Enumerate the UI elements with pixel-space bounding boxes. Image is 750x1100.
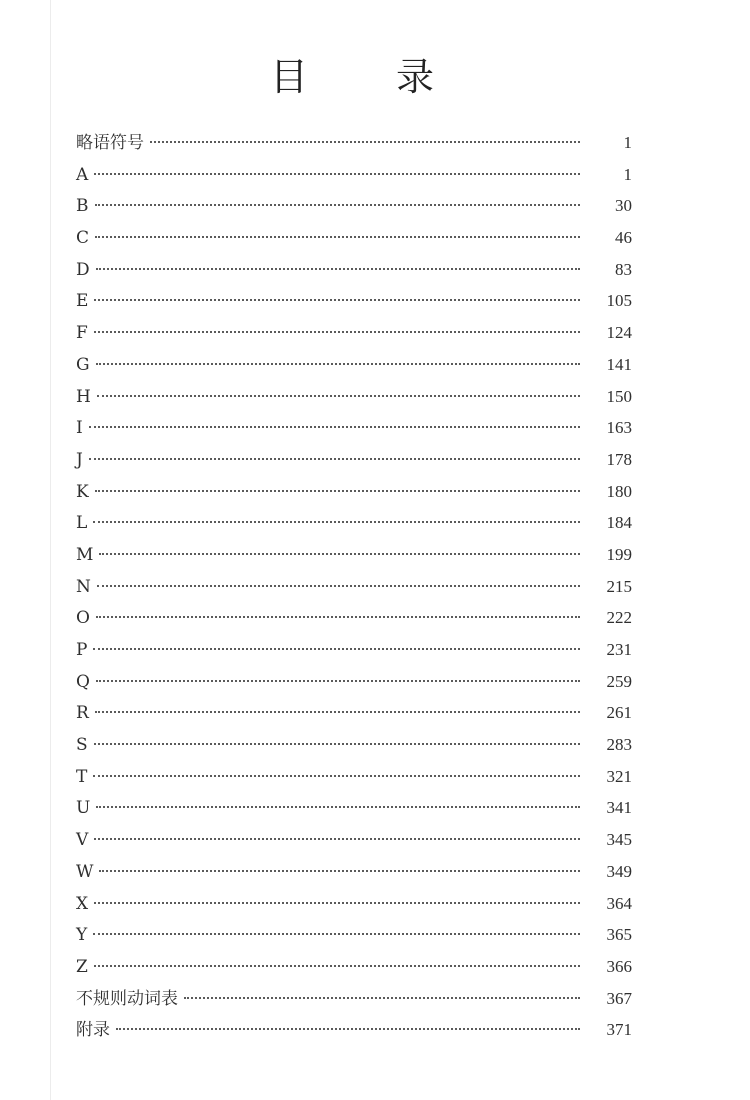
page-title-char-1: 目: [270, 55, 309, 99]
toc-entry-label: K: [76, 481, 89, 502]
toc-entry-label: U: [76, 798, 91, 819]
toc-entry[interactable]: [76, 856, 632, 888]
toc-entry-page-number: 178: [606, 449, 632, 469]
toc-entry-label: Y: [76, 925, 88, 946]
toc-entry-label: 不规则动词表: [76, 988, 178, 1009]
toc-entry-label: W: [76, 861, 94, 882]
toc-entry-label: H: [76, 386, 91, 407]
page-title: [0, 52, 750, 102]
dot-leader: [96, 680, 580, 682]
dot-leader: [93, 648, 580, 650]
dot-leader: [94, 299, 580, 301]
toc-entry[interactable]: [76, 127, 632, 159]
toc-entry[interactable]: [76, 476, 632, 508]
toc-entry[interactable]: [76, 602, 632, 634]
toc-entry-page-number: 261: [606, 703, 632, 723]
toc-entry-page-number: 283: [606, 735, 632, 755]
toc-entry[interactable]: [76, 761, 632, 793]
toc-entry-label: 略语符号: [76, 133, 144, 153]
dot-leader: [89, 458, 580, 460]
toc-entry-label: O: [76, 608, 90, 629]
toc-entry[interactable]: [76, 919, 632, 951]
toc-entry[interactable]: [76, 412, 632, 444]
toc-entry[interactable]: [76, 792, 632, 824]
table-of-contents: [76, 127, 632, 1046]
toc-entry-page-number: 321: [606, 766, 632, 786]
toc-entry-page-number: 141: [606, 354, 632, 374]
toc-entry-page-number: 349: [606, 861, 632, 881]
dot-leader: [99, 553, 580, 555]
dot-leader: [94, 331, 580, 333]
toc-entry-page-number: 341: [606, 798, 632, 818]
page-title-char-2: 录: [396, 55, 435, 99]
toc-entry[interactable]: [76, 983, 632, 1015]
toc-entry-page-number: 215: [606, 576, 632, 596]
toc-entry-label: P: [76, 640, 88, 660]
toc-entry-label: V: [76, 830, 89, 851]
toc-entry-label: Q: [76, 671, 90, 692]
dot-leader: [94, 965, 580, 967]
toc-entry-page-number: 365: [606, 925, 632, 945]
dot-leader: [93, 933, 580, 935]
toc-entry-label: M: [76, 544, 94, 565]
toc-entry-label: D: [76, 259, 90, 280]
toc-entry-label: I: [76, 418, 83, 439]
toc-entry[interactable]: [76, 381, 632, 413]
toc-entry[interactable]: [76, 634, 632, 666]
dot-leader: [97, 585, 580, 587]
toc-entry-label: E: [76, 291, 89, 312]
toc-entry[interactable]: [76, 571, 632, 603]
toc-entry-label: F: [76, 323, 88, 344]
dot-leader: [96, 806, 580, 808]
toc-entry[interactable]: [76, 539, 632, 571]
toc-entry-page-number: 83: [615, 259, 632, 279]
toc-entry[interactable]: [76, 1014, 632, 1046]
toc-entry-page-number: 1: [623, 164, 632, 184]
toc-entry-label: J: [76, 449, 83, 470]
toc-entry-page-number: 345: [606, 830, 632, 850]
toc-entry-label: N: [76, 576, 91, 597]
toc-entry-label: R: [76, 703, 89, 724]
toc-entry-page-number: 163: [606, 418, 632, 438]
dot-leader: [94, 743, 580, 745]
toc-entry[interactable]: [76, 317, 632, 349]
toc-entry-label: G: [76, 354, 90, 375]
toc-entry-page-number: 30: [615, 196, 632, 216]
toc-entry[interactable]: [76, 888, 632, 920]
dot-leader: [95, 490, 580, 492]
toc-entry[interactable]: [76, 507, 632, 539]
toc-entry-page-number: 222: [606, 608, 632, 628]
toc-entry-page-number: 259: [606, 671, 632, 691]
dot-leader: [99, 870, 580, 872]
toc-entry-label: S: [76, 735, 88, 756]
toc-entry[interactable]: [76, 824, 632, 856]
toc-entry-label: Z: [76, 956, 88, 977]
dot-leader: [97, 395, 580, 397]
toc-entry-page-number: 231: [606, 640, 632, 659]
dot-leader: [96, 363, 580, 365]
toc-entry-page-number: 367: [606, 988, 632, 1008]
dot-leader: [150, 141, 580, 143]
toc-entry[interactable]: [76, 697, 632, 729]
toc-entry-label: L: [76, 513, 88, 534]
dot-leader: [93, 521, 580, 523]
dot-leader: [93, 775, 580, 777]
toc-entry-page-number: 105: [606, 291, 632, 311]
dot-leader: [94, 838, 580, 840]
toc-entry-page-number: 150: [606, 386, 632, 406]
toc-entry[interactable]: [76, 285, 632, 317]
toc-entry[interactable]: [76, 729, 632, 761]
toc-entry-label: X: [76, 893, 89, 914]
toc-entry[interactable]: [76, 444, 632, 476]
toc-entry-page-number: 371: [606, 1020, 632, 1040]
toc-entry-page-number: 46: [615, 228, 632, 248]
dot-leader: [89, 426, 580, 428]
toc-entry-page-number: 364: [606, 893, 632, 913]
binding-edge-line: [50, 0, 51, 1100]
dot-leader: [116, 1028, 580, 1030]
toc-entry[interactable]: [76, 254, 632, 286]
toc-entry-page-number: 366: [606, 956, 632, 976]
dot-leader: [95, 711, 580, 713]
dot-leader: [184, 997, 580, 999]
toc-entry[interactable]: [76, 222, 632, 254]
toc-entry-label: 附录: [76, 1020, 110, 1041]
toc-entry[interactable]: [76, 159, 632, 191]
toc-entry-label: B: [76, 196, 89, 217]
dot-leader: [96, 268, 580, 270]
dot-leader: [96, 616, 580, 618]
toc-entry[interactable]: [76, 190, 632, 222]
dot-leader: [95, 204, 581, 206]
toc-entry-label: T: [76, 766, 88, 787]
toc-entry-label: C: [76, 228, 90, 249]
dot-leader: [95, 236, 580, 238]
toc-entry-page-number: 124: [606, 323, 632, 343]
toc-entry-page-number: 184: [606, 513, 632, 533]
toc-entry-page-number: 1: [623, 133, 632, 152]
toc-entry[interactable]: [76, 951, 632, 983]
dot-leader: [94, 902, 580, 904]
toc-entry-page-number: 199: [606, 544, 632, 564]
toc-entry-page-number: 180: [606, 481, 632, 501]
dot-leader: [94, 173, 580, 175]
toc-entry-label: A: [76, 164, 89, 185]
toc-entry[interactable]: [76, 349, 632, 381]
toc-entry[interactable]: [76, 666, 632, 698]
